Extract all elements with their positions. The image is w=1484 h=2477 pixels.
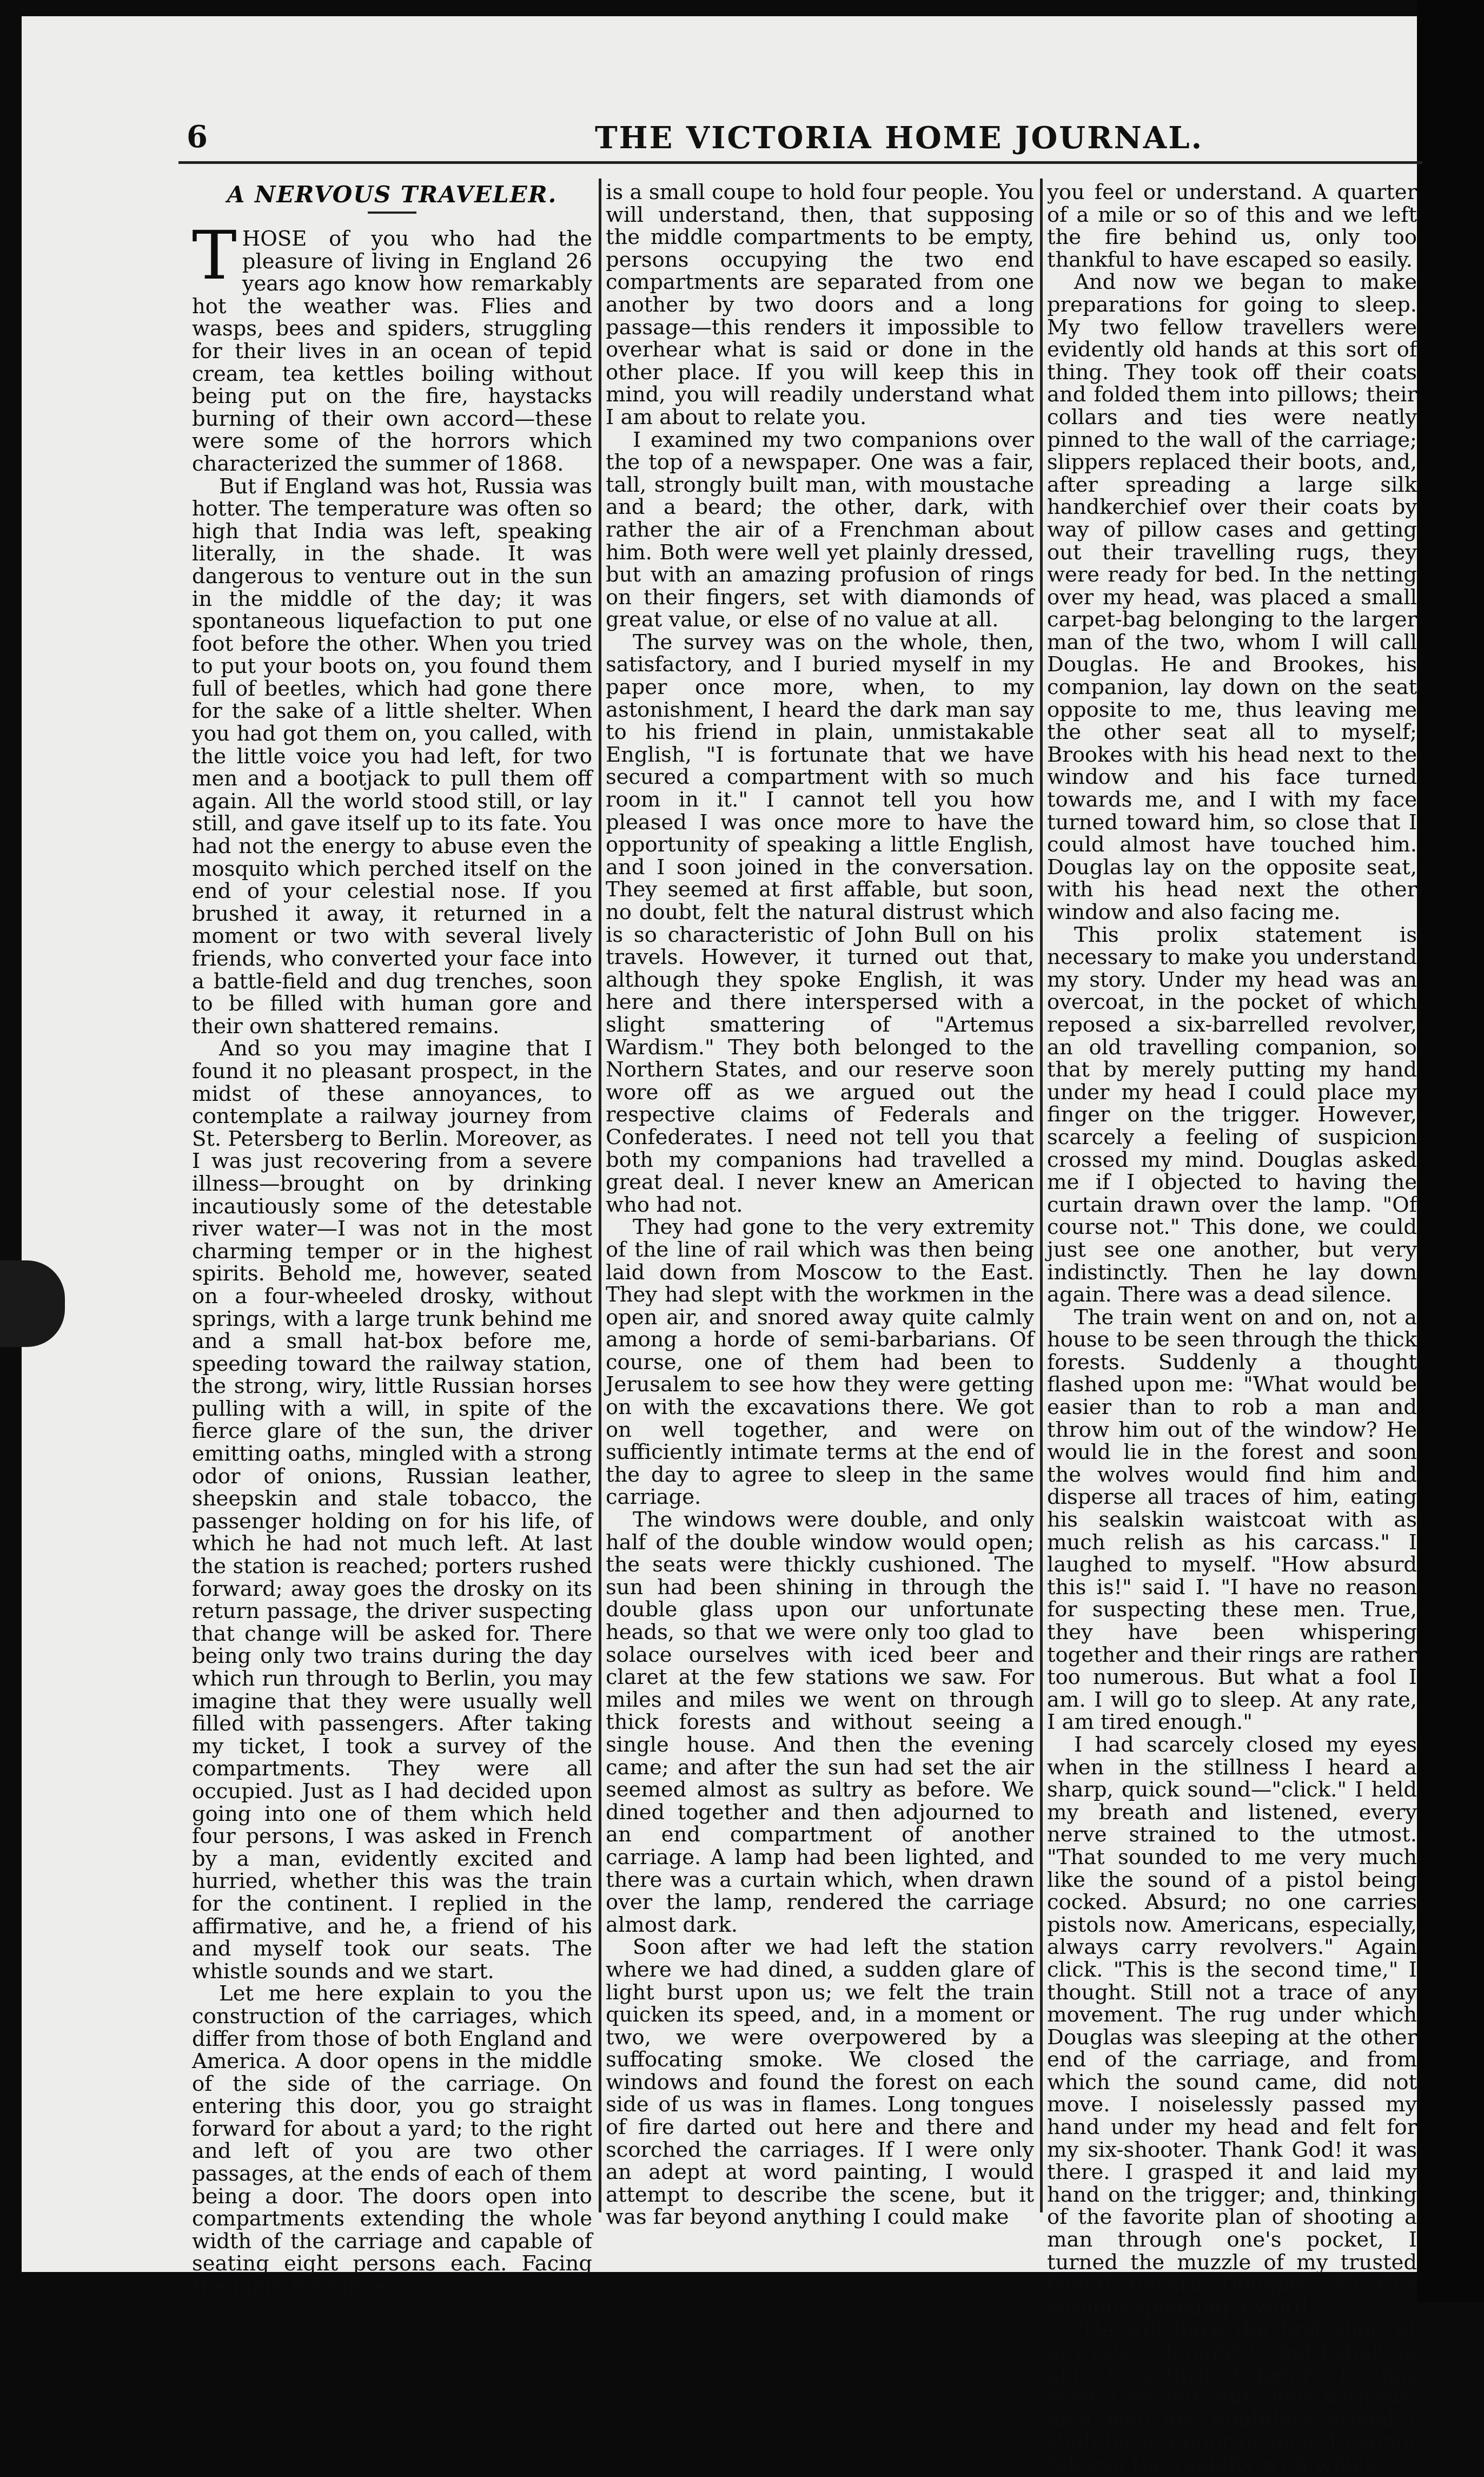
- column-rule-1: [599, 179, 601, 2212]
- paragraph: I had scarcely closed my eyes when in the stillness I heard a sharp, quick sound—"click." I held my breath and listened, every nerve strained to the utmost. "That sounded to me very much like the sound of a pistol being cocked. Absurd; no one carries pistols now. Americans, especially, always carry revolvers." Again click. "This is the second time," I thought. Still not a trace of any movement. The rug under which Douglas was sleeping at the other end of the carriage, and from which the sound came, did not move. I noiselessly passed my hand under my head and felt for my six-shooter. Thank God! it was there. I grasped it and laid my hand on the trigger; and, thinking of the favorite plan of shooting a man through one's pocket, I turned the muzzle of my trusted friend toward Douglas. All this without speaking a word.: [1047, 1732, 1417, 2320]
- paragraph: But if England was hot, Russia was hotter. The temperature was often so high that India was left, speaking literally, in the shade. It was dangerous to venture out in the sun in the middle of the day; it was spontaneous liquefaction to put one foot before the other. When you tried to put your boots on, you found them full of beetles, which had gone there for the sake of a little shelter. When you had got them on, you called, with the little voice you had left, for two men and a bootjack to pull them off again. All the world stood still, or lay still, and gave itself up to its fate. You had not the energy to abuse even the mosquito which perched itself on the end of your celestial nose. If you brushed it away, it returned in a moment or two with several lively friends, who converted your face into a battle-field and dug trenches, soon to be filled with human gore and their own shattered remains.: [192, 474, 592, 1039]
- paragraph: Let me here explain to you the construction of the carriages, which differ from those of both England and America. A door opens in the middle of the side of the carriage. On entering this door, you go straight forward for about a yard; to the right and left of you are two other passages, at the ends of each of them being a door. The doors open into compartments extending the whole width of the carriage and capable of seating eight persons each. Facing the main entrance: [192, 1981, 592, 2299]
- title-rule: [368, 212, 416, 214]
- paragraph: you feel or understand. A quarter of a mile or so of this and we left the fire behind us, only too thankful to have escaped so easily.: [1047, 180, 1417, 272]
- paragraph: And so you may imagine that I found it no pleasant prospect, in the midst of these annoyances, to contemplate a railway journey from St. Petersberg to Berlin. Moreover, as I was just recovering from a severe illness—brought on by drinking incautiously some of the detestable river water—I was not in the most charming temper or in the highest spirits. Behold me, however, seated on a four-wheeled drosky, without springs, with a large trunk behind me and a small hat-box before me, speeding toward the railway station, the strong, wiry, little Russian horses pulling with a will, in spite of the fierce glare of the sun, the driver emitting oaths, mingled with a strong odor of onions, Russian leather, sheepskin and stale tobacco, the passenger holding on for his life, of which he had not much left. At last the station is reached; porters rushed forward; away goes the drosky on its return passage, the driver suspecting that change will be asked for. There being only two trains during the day which run through to Berlin, you may imagine that they were usually well filled with passengers. After taking my ticket, I took a survey of the compartments. They were all occupied. Just as I had decided upon going into one of them which held four persons, I was asked in French by a man, evidently excited and hurried, whether this was the train for the continent. I replied in the affirmative, and he, a friend of his and myself took our seats. The whistle sounds and we start.: [192, 1036, 592, 1984]
- paragraph: "He will have the first shot, at any rate," thought I; "but I shall be able to return it before he has fired a second. But alone with two men who are doubtless armed I shall have a poor chance. I cannot tell you the rapidity with which: [1047, 2317, 1417, 2477]
- article-title: A NERVOUS TRAVELER.: [227, 181, 558, 208]
- scanner-tab: [0, 1260, 65, 1347]
- paragraph: THOSE of you who had the pleasure of living in England 26 years ago know how remarkably hot the weather was. Flies and wasps, bees and spiders, struggling for their lives in an ocean of tepid cream, tea kettles boiling without being put on the fire, haystacks burning of their own accord—these were some of the horrors which characterized the summer of 1868.: [192, 217, 592, 476]
- scan-dark-edge: [1417, 0, 1484, 2302]
- paragraph: They had gone to the very extremity of the line of rail which was then being laid down from Moscow to the East. They had slept with the workmen in the open air, and snored away quite calmly among a horde of semi-barbarians. Of course, one of them had been to Jerusalem to see how they were getting on with the excavations there. We got on well together, and were on sufficiently intimate terms at the end of the day to agree to sleep in the same carriage.: [606, 1215, 1034, 1510]
- paragraph: I examined my two companions over the top of a newspaper. One was a fair, tall, strongly built man, with moustache and a beard; the other, dark, with rather the air of a Frenchman about him. Both were well yet plainly dressed, but with an amazing profusion of rings on their fingers, set with diamonds of great value, or else of no value at all.: [606, 427, 1034, 632]
- paragraph: And now we began to make preparations for going to sleep. My two fellow travellers were evidently old hands at this sort of thing. They took off their coats and folded them into pillows; their collars and ties were neatly pinned to the wall of the carriage; slippers replaced their boots, and, after spreading a large silk handkerchief over their coats by way of pillow cases and getting out their travelling rugs, they were ready for bed. In the netting over my head, was placed a small carpet-bag belonging to the larger man of the two, whom I will call Douglas. He and Brookes, his companion, lay down on the seat opposite to me, thus leaving me the other seat all to myself; Brookes with his head next to the window and his face turned towards me, and I with my face turned toward him, so close that I could almost have touched him. Douglas lay on the opposite seat, with his head next the other window and also facing me.: [1047, 270, 1417, 924]
- paragraph: The survey was on the whole, then, satisfactory, and I buried myself in my paper once more, when, to my astonishment, I heard the dark man say to his friend in plain, unmistakable English, "I is fortunate that we have secured a compartment with so much room in it." I cannot tell you how pleased I was once more to have the opportunity of speaking a little English, and I soon joined in the conversation. They seemed at first affable, but soon, no doubt, felt the natural distrust which is so characteristic of John Bull on his travels. However, it turned out that, although they spoke English, it was here and there interspersed with a slight smattering of "Artemus Wardism." They both belonged to the Northern States, and our reserve soon wore off as we argued out the respective claims of Federals and Confederates. I need not tell you that both my companions had travelled a great deal. I never knew an American who had not.: [606, 630, 1034, 1217]
- paragraph: Soon after we had left the station where we had dined, a sudden glare of light burst upon us; we felt the train quicken its speed, and, in a moment or two, we were overpowered by a suffocating smoke. We closed the windows and found the forest on each side of us was in flames. Long tongues of fire darted out here and there and scorched the carriages. If I were only an adept at word painting, I would attempt to describe the scene, but it was far beyond anything I could make: [606, 1935, 1034, 2230]
- column-rule-2: [1040, 179, 1043, 2212]
- column-3: [1047, 180, 1417, 2477]
- journal-title: THE VICTORIA HOME JOURNAL.: [595, 120, 1204, 156]
- column-1: [192, 181, 592, 2299]
- paragraph: The windows were double, and only half of the double window would open; the seats were thickly cushioned. The sun had been shining in through the double glass upon our unfortunate heads, so that we were only too glad to solace ourselves with iced beer and claret at the few stations we saw. For miles and miles we went on through thick forests and without seeing a single house. And then the evening came; and after the sun had set the air seemed almost as sultry as before. We dined together and then adjourned to an end compartment of another carriage. A lamp had been lighted, and there was a curtain which, when drawn over the lamp, rendered the carriage almost dark.: [606, 1508, 1034, 1937]
- paragraph: This prolix statement is necessary to make you understand my story. Under my head was an overcoat, in the pocket of which reposed a six-barrelled revolver, an old travelling companion, so that by merely putting my hand under my head I could place my finger on the trigger. However, scarcely a feeling of suspicion crossed my mind. Douglas asked me if I objected to having the curtain drawn over the lamp. "Of course not." This done, we could just see one another, but very indistinctly. Then he lay down again. There was a dead silence.: [1047, 922, 1417, 1307]
- page-number: 6: [187, 119, 208, 155]
- paragraph: is a small coupe to hold four people. You will understand, then, that supposing the middle compartments to be empty, persons occupying the two end compartments are separated from one another by two doors and a long passage—this renders it impossible to overhear what is said or done in the other place. If you will keep this in mind, you will readily understand what I am about to relate you.: [606, 180, 1034, 430]
- column-2: [606, 180, 1034, 2230]
- header-rule: [178, 161, 1422, 164]
- paragraph: The train went on and on, not a house to be seen through the thick forests. Suddenly a thought flashed upon me: "What would be easier than to rob a man and throw him out of the window? He would lie in the forest and soon the wolves would find him and disperse all traces of him, eating his sealskin waistcoat with as much relish as his carcass." I laughed to myself. "How absurd this is!" said I. "I have no reason for suspecting these men. True, they have been whispering together and their rings are rather too numerous. But what a fool I am. I will go to sleep. At any rate, I am tired enough.": [1047, 1305, 1417, 1735]
- drop-cap: T: [192, 217, 237, 295]
